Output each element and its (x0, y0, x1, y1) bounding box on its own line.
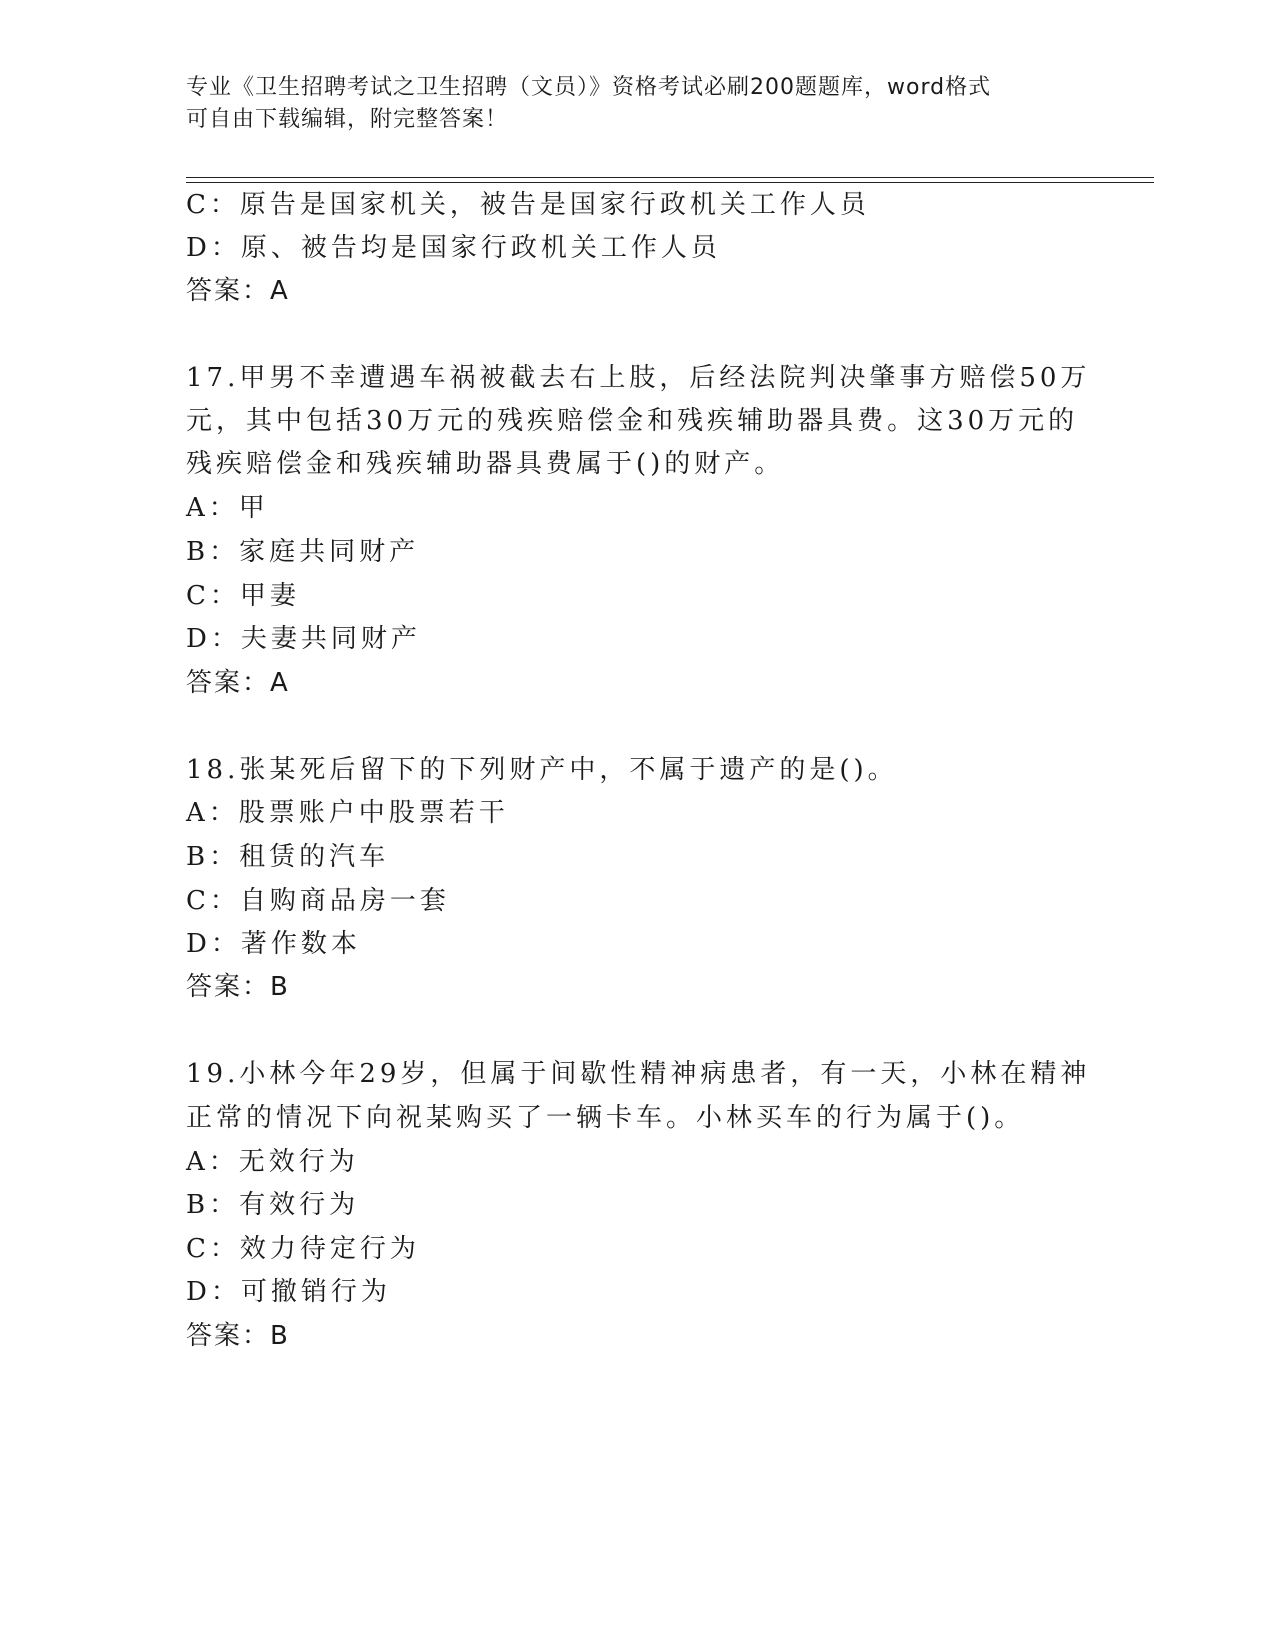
q17-stem-line-3: 残疾赔偿金和残疾辅助器具费属于()的财产。 (186, 449, 785, 479)
q16-option-d: D：原、被告均是国家行政机关工作人员 (186, 233, 721, 263)
q17-option-a: A：甲 (186, 493, 269, 523)
q19-stem-line-1: 19.小林今年29岁，但属于间歇性精神病患者，有一天，小林在精神 (186, 1059, 1091, 1089)
header-divider-top (186, 177, 1154, 178)
q19-option-b: B：有效行为 (186, 1190, 360, 1220)
q17-stem-line-1: 17.甲男不幸遭遇车祸被截去右上肢，后经法院判决肇事方赔偿50万 (186, 363, 1091, 393)
header-line-1: 专业《卫生招聘考试之卫生招聘（文员）》资格考试必刷200题题库，word格式 (186, 75, 992, 100)
header-line-2: 可自由下载编辑，附完整答案！ (186, 107, 509, 132)
q17-option-b: B：家庭共同财产 (186, 537, 420, 567)
q18-option-d: D：著作数本 (186, 929, 361, 959)
q18-stem-line-1: 18.张某死后留下的下列财产中，不属于遗产的是()。 (186, 755, 898, 785)
q18-answer: 答案：B (186, 972, 290, 1002)
q19-stem-line-2: 正常的情况下向祝某购买了一辆卡车。小林买车的行为属于()。 (186, 1103, 1025, 1133)
q18-option-a: A：股票账户中股票若干 (186, 798, 509, 828)
q18-option-c: C：自购商品房一套 (186, 886, 450, 916)
q19-option-c: C：效力待定行为 (186, 1234, 420, 1264)
q19-option-a: A：无效行为 (186, 1147, 359, 1177)
q17-option-c: C：甲妻 (186, 581, 300, 611)
q17-answer: 答案：A (186, 668, 290, 698)
q18-option-b: B：租赁的汽车 (186, 842, 390, 872)
document-header (186, 72, 1066, 136)
q19-answer: 答案：B (186, 1321, 290, 1351)
q16-answer: 答案：A (186, 276, 290, 306)
q17-stem-line-2: 元，其中包括30万元的残疾赔偿金和残疾辅助器具费。这30万元的 (186, 406, 1079, 436)
q19-option-d: D：可撤销行为 (186, 1277, 391, 1307)
q17-option-d: D：夫妻共同财产 (186, 624, 421, 654)
header-divider-bottom (186, 182, 1154, 183)
q16-option-c: C：原告是国家机关，被告是国家行政机关工作人员 (186, 190, 870, 220)
